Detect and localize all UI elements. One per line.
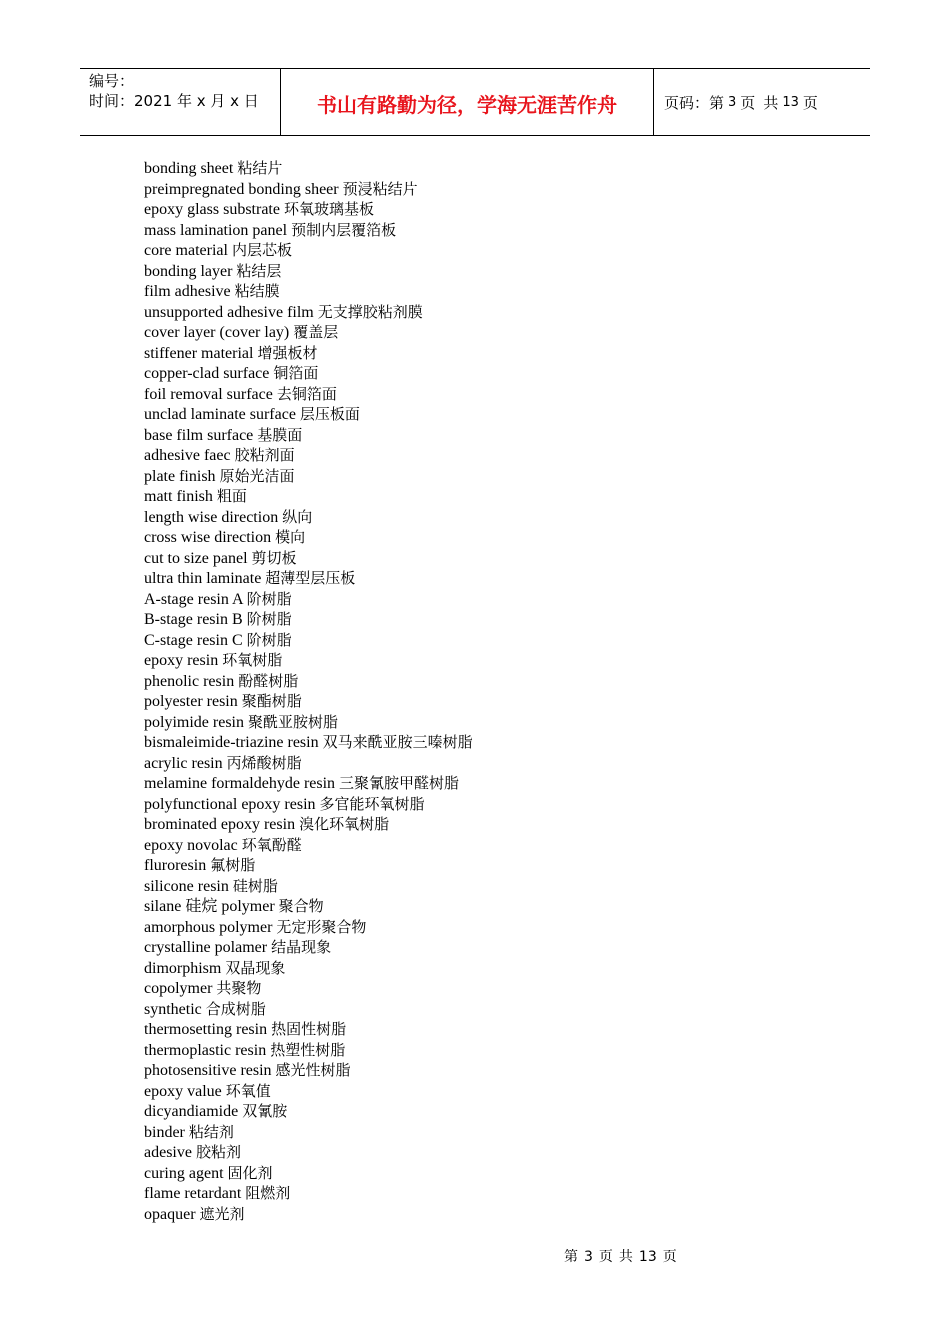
glossary-entry [144,240,473,261]
term-chinese: 热固性树脂 [271,1020,347,1038]
glossary-entry [144,753,473,774]
term-english: foil removal surface [144,385,273,403]
term-chinese: 胶粘剂面 [234,446,295,464]
page-footer [564,1246,683,1266]
glossary-entry [144,937,473,958]
header-motto-cell [281,69,654,135]
glossary-entry [144,281,473,302]
glossary-entry [144,322,473,343]
term-english: unsupported adhesive film [144,303,314,321]
glossary-entry [144,1040,473,1061]
term-english: bonding sheet [144,160,234,177]
glossary-entry [144,691,473,712]
term-english: binder [144,1123,185,1141]
glossary-entry [144,363,473,384]
term-chinese: 纵向 [282,507,313,526]
glossary-entry [144,1183,473,1204]
term-english: unclad laminate surface [144,406,296,423]
total-suffix: 页 [802,93,818,112]
term-chinese: 遮光剂 [199,1204,245,1223]
serial-number-label: 编号： [89,72,135,90]
term-chinese: 聚合物 [278,897,324,915]
glossary-entry [144,589,473,610]
term-english: polyfunctional epoxy resin [144,795,316,813]
term-english: core material [144,242,228,259]
glossary-entry [144,302,473,323]
term-chinese: 覆盖层 [293,323,339,341]
term-english: preimpregnated bonding sheer [144,180,339,198]
term-english: length wise direction [144,508,279,526]
glossary-entry [144,466,473,487]
term-english: cut to size panel [144,549,248,567]
term-chinese: 聚酯树脂 [241,692,302,710]
term-chinese: 环氧树脂 [222,651,283,669]
glossary-entry [144,220,473,241]
glossary-entry [144,671,473,692]
term-chinese: 合成树脂 [205,999,266,1018]
term-chinese: 热塑性树脂 [270,1040,346,1059]
footer-current: 3 [584,1249,593,1265]
glossary-entry [144,835,473,856]
term-english: base film surface [144,426,254,444]
glossary-entry [144,978,473,999]
term-english: epoxy novolac [144,836,238,854]
term-chinese: 阶树脂 [246,630,292,649]
term-english: dimorphism [144,959,222,977]
glossary-entry [144,1060,473,1081]
term-chinese: 结晶现象 [271,938,332,956]
term-chinese: 模向 [275,528,306,546]
glossary-entry [144,855,473,876]
glossary-entry [144,712,473,733]
term-chinese: 双晶现象 [225,958,286,977]
term-english: acrylic resin [144,754,223,772]
term-english: epoxy glass substrate [144,201,280,218]
term-english: polyimide resin [144,713,244,731]
term-english: amorphous polymer [144,918,273,936]
page-mid: 页 [740,93,756,112]
term-chinese: 粘结层 [236,261,282,280]
term-chinese: 聚酰亚胺树脂 [247,712,338,731]
term-english: thermoplastic resin [144,1041,267,1059]
term-chinese: 剪切板 [251,548,297,567]
footer-mid: 页 [598,1249,613,1265]
term-english: curing agent [144,1164,224,1182]
glossary-entry [144,794,473,815]
glossary-entry [144,527,473,548]
term-english: matt finish [144,488,213,505]
term-chinese: 增强板材 [257,343,318,362]
term-english: cover layer (cover lay) [144,324,290,341]
term-chinese: 预制内层覆箔板 [291,220,397,239]
glossary-entry [144,1081,473,1102]
term-chinese: 阶树脂 [246,589,292,608]
term-chinese: 环氧酚醛 [241,835,302,854]
term-chinese: 无定形聚合物 [276,917,367,936]
glossary-entry [144,917,473,938]
term-chinese: 粗面 [216,487,247,505]
glossary-entry [144,609,473,630]
term-english: bismaleimide-triazine resin [144,734,319,751]
glossary-entry [144,732,473,753]
footer-suffix: 页 [662,1249,677,1265]
glossary-entry [144,199,473,220]
term-english: stiffener material [144,344,254,362]
term-english: brominated epoxy resin [144,816,296,833]
term-english: plate finish [144,467,216,485]
term-chinese: 基膜面 [257,425,303,444]
term-chinese: 粘结片 [237,159,283,177]
term-english: phenolic resin [144,672,235,690]
glossary-entry [144,1204,473,1225]
motto-text: 书山有路勤为径，学海无涯苦作舟 [317,92,617,117]
term-chinese: 超薄型层压板 [265,569,356,587]
term-english: melamine formaldehyde resin [144,775,336,792]
glossary-entry [144,876,473,897]
glossary-entry [144,261,473,282]
term-english: dicyandiamide [144,1103,239,1120]
term-english: C-stage resin C [144,631,243,649]
glossary-entry [144,1142,473,1163]
term-english: mass lamination panel [144,221,288,239]
term-chinese: 阶树脂 [246,610,292,628]
term-english: thermosetting resin [144,1021,268,1038]
header-meta-cell [80,69,281,135]
term-chinese: 共聚物 [216,979,262,997]
glossary-entry [144,999,473,1020]
glossary-entry [144,650,473,671]
footer-total: 13 [638,1249,657,1265]
term-chinese: 感光性树脂 [275,1061,351,1079]
glossary-entry [144,958,473,979]
term-english: epoxy value [144,1082,222,1100]
glossary-entry [144,1019,473,1040]
glossary-entry [144,1122,473,1143]
term-english: epoxy resin [144,652,219,669]
term-chinese: 氟树脂 [210,856,256,874]
glossary-entry [144,425,473,446]
term-chinese: 丙烯酸树脂 [226,753,302,772]
term-chinese: 预浸粘结片 [342,179,418,198]
glossary-entry [144,384,473,405]
term-chinese: 阻燃剂 [245,1184,291,1202]
term-english: silane 硅烷 polymer [144,898,275,915]
term-chinese: 内层芯板 [231,241,292,259]
term-chinese: 酚醛树脂 [238,671,299,690]
glossary-entry [144,630,473,651]
term-chinese: 粘结膜 [234,282,280,300]
glossary-entry [144,507,473,528]
term-english: adesive [144,1144,192,1161]
glossary-entry [144,179,473,200]
page-prefix: 页码：第 [664,93,725,112]
footer-prefix: 第 [564,1249,578,1265]
term-english: A-stage resin A [144,590,243,608]
term-chinese: 双氰胺 [242,1102,288,1120]
term-english: photosensitive resin [144,1062,272,1079]
glossary-entry [144,404,473,425]
term-english: B-stage resin B [144,611,243,628]
term-chinese: 溴化环氧树脂 [299,815,390,833]
term-english: silicone resin [144,877,229,895]
term-chinese: 铜箔面 [273,364,319,382]
glossary-entry [144,896,473,917]
glossary-entry [144,158,473,179]
term-chinese: 粘结剂 [188,1122,234,1141]
glossary-entry [144,486,473,507]
term-chinese: 环氧玻璃基板 [283,200,374,218]
glossary-entry [144,568,473,589]
term-english: synthetic [144,1000,202,1018]
term-english: bonding layer [144,262,233,280]
term-chinese: 无支撑胶粘剂膜 [317,302,423,321]
term-chinese: 去铜箔面 [276,384,337,403]
page-current: 3 [728,94,737,110]
term-chinese: 固化剂 [227,1163,273,1182]
term-chinese: 多官能环氧树脂 [319,794,425,813]
glossary-entry [144,343,473,364]
term-chinese: 双马来酰亚胺三嗪树脂 [322,733,473,751]
glossary-entry [144,1101,473,1122]
glossary-list [144,158,473,1224]
term-english: ultra thin laminate [144,570,262,587]
term-chinese: 胶粘剂 [195,1143,241,1161]
header-page-cell [654,69,870,135]
glossary-entry [144,548,473,569]
term-english: cross wise direction [144,529,272,546]
time-label: 时间：2021 年 x 月 x 日 [89,92,259,110]
term-english: copolymer [144,980,213,997]
term-english: copper-clad surface [144,365,270,382]
glossary-entry [144,773,473,794]
term-english: crystalline polamer [144,939,268,956]
term-english: flame retardant [144,1185,242,1202]
term-chinese: 硅树脂 [232,876,278,895]
term-english: opaquer [144,1205,196,1223]
term-chinese: 原始光洁面 [219,466,295,485]
page-total: 13 [782,94,799,110]
term-chinese: 环氧值 [225,1081,271,1100]
term-chinese: 层压板面 [299,405,360,423]
footer-total-prefix: 共 [618,1249,633,1265]
page-header [80,68,870,136]
term-english: adhesive faec [144,447,231,464]
glossary-entry [144,814,473,835]
term-english: polyester resin [144,693,238,710]
total-prefix: 共 [763,93,779,112]
glossary-entry [144,445,473,466]
term-english: film adhesive [144,283,231,300]
term-english: fluroresin [144,857,207,874]
glossary-entry [144,1163,473,1184]
term-chinese: 三聚氰胺甲醛树脂 [339,774,460,792]
